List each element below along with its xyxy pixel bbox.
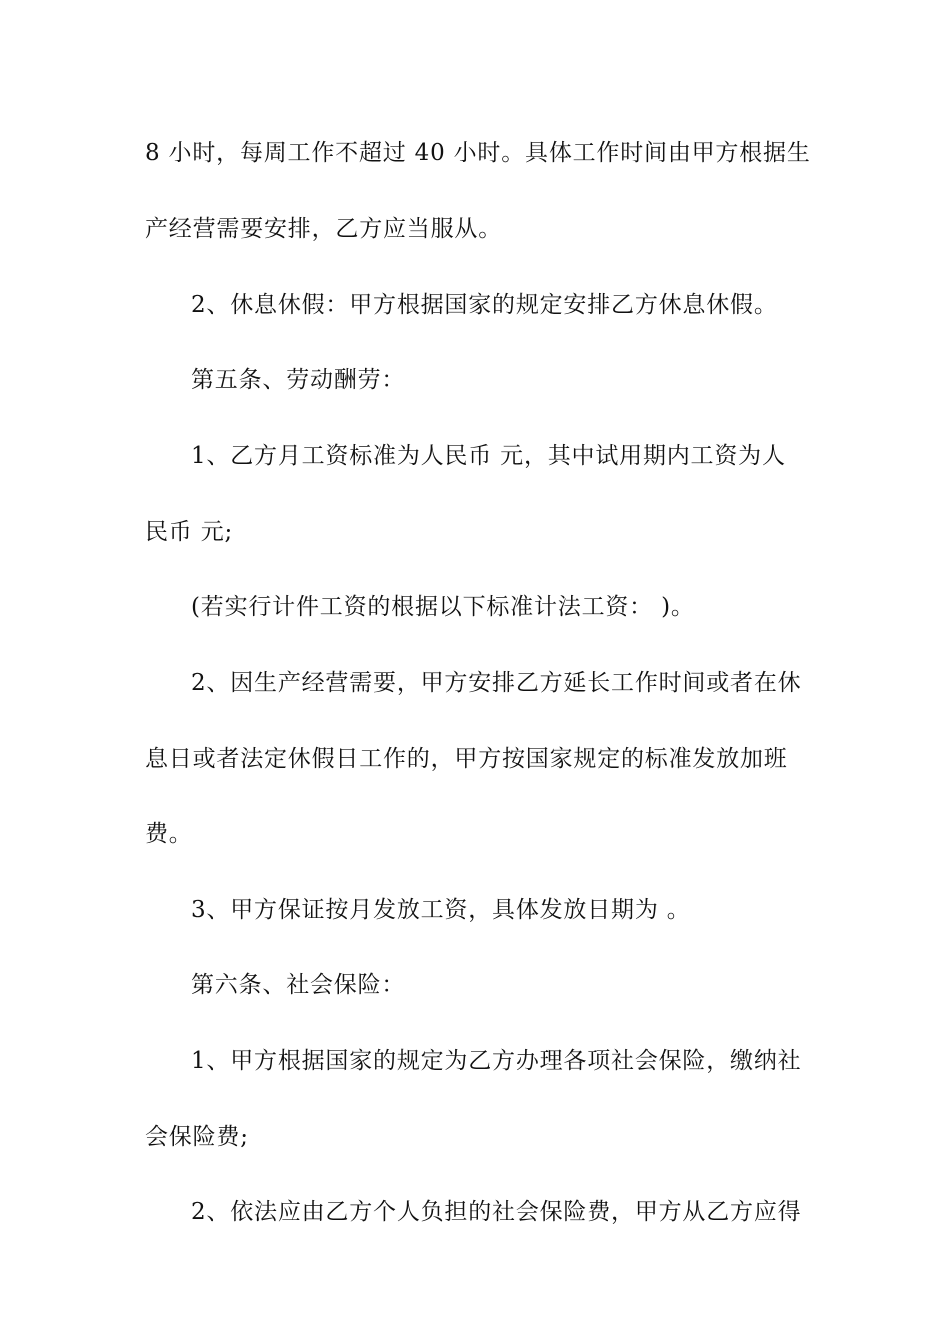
text-line: 费。 bbox=[145, 821, 193, 847]
text-line: (若实行计件工资的根据以下标准计法工资： )。 bbox=[191, 594, 695, 620]
section-heading: 第六条、社会保险： bbox=[191, 972, 406, 998]
text-line: 2、依法应由乙方个人负担的社会保险费，甲方从乙方应得 bbox=[191, 1199, 802, 1225]
text-line: 民币 元; bbox=[145, 519, 234, 545]
text-line: 会保险费; bbox=[145, 1124, 249, 1150]
text-line: 1、甲方根据国家的规定为乙方办理各项社会保险，缴纳社 bbox=[191, 1048, 802, 1074]
text-line: 8 小时，每周工作不超过 40 小时。具体工作时间由甲方根据生 bbox=[145, 140, 811, 166]
text-line: 2、因生产经营需要，甲方安排乙方延长工作时间或者在休 bbox=[191, 670, 802, 696]
text-line: 2、休息休假：甲方根据国家的规定安排乙方休息休假。 bbox=[191, 292, 778, 318]
section-heading: 第五条、劳动酬劳： bbox=[191, 367, 406, 393]
text-line: 息日或者法定休假日工作的，甲方按国家规定的标准发放加班 bbox=[145, 746, 788, 772]
text-line: 1、乙方月工资标准为人民币 元，其中试用期内工资为人 bbox=[191, 443, 786, 469]
text-line: 产经营需要安排，乙方应当服从。 bbox=[145, 216, 502, 242]
text-line: 3、甲方保证按月发放工资，具体发放日期为 。 bbox=[191, 897, 691, 923]
